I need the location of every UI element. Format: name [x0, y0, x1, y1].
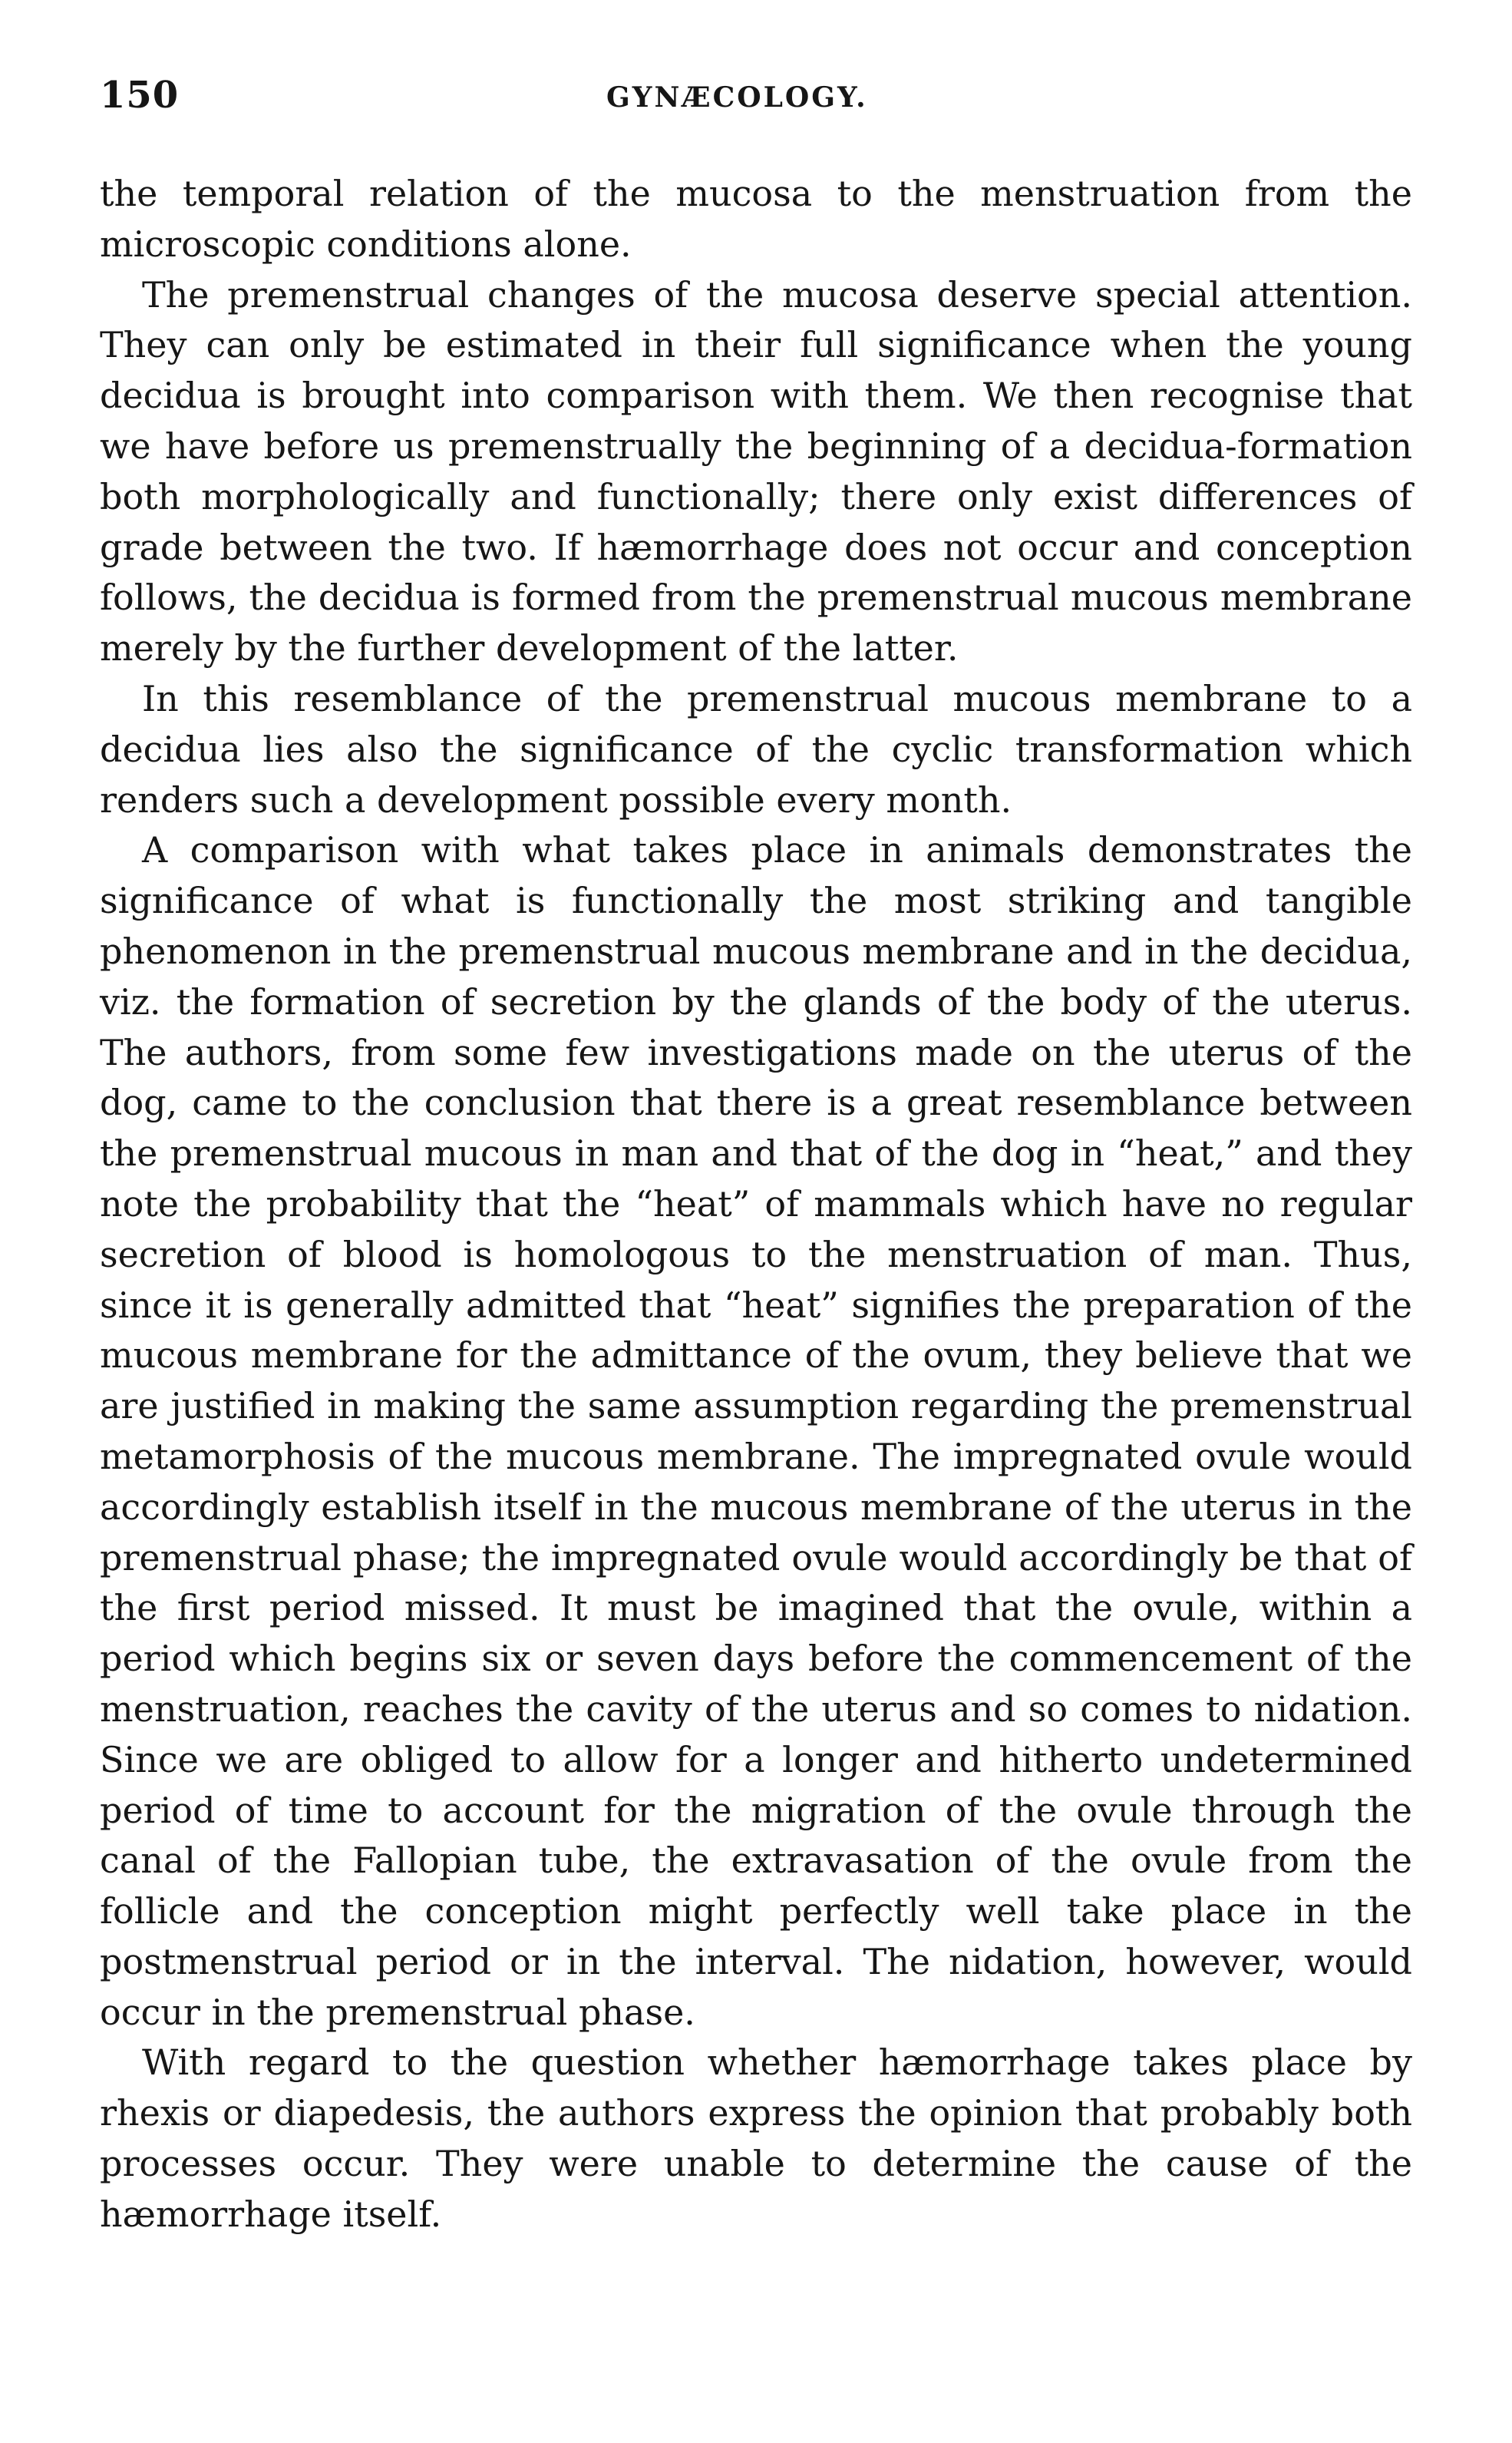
paragraph: In this resemblance of the premenstrual mucous membrane to a decidua lies also the significance of the cyclic transformation which renders such a development possible every month. [100, 677, 1412, 821]
paragraph: The premenstrual changes of the mucosa deserve special attention. They can only be estimated in their full significance when the young decidua is brought into comparison with them. We then recognise that we have before us premenstrually the beginning of a decidua-formation both morphologically and functionally; there only exist differences of grade between the two. If hæmorrhage does not occur and conception follows, the decidua is formed from the premenstrual mucous membrane merely by the further development of the latter. [100, 273, 1412, 669]
running-head [100, 74, 1412, 127]
paragraph: With regard to the question whether hæmorrhage takes place by rhexis or diapedesis, the authors express the opinion that probably both processes occur. They were unable to determine the cause of the hæmorrhage itself. [100, 2041, 1412, 2235]
running-title: GYNÆCOLOGY. [606, 81, 868, 114]
page-number: 150 [100, 74, 180, 117]
paragraph-continued: the temporal relation of the mucosa to the menstruation from the microscopic conditions alone. [100, 173, 1412, 265]
body-text [100, 169, 1412, 2240]
paragraph: A comparison with what takes place in animals demonstrates the significance of what is functionally the most striking and tangible phenomenon in the premenstrual mucous membrane and in the decidua, viz. the formation of secretion by the glands of the body of the uterus. The authors, from some few investigations made on the uterus of the dog, came to the conclusion that there is a great resemblance between the premenstrual mucous in man and that of the dog in “heat,” and they note the probability that the “heat” of mammals which have no regular secretion of blood is homologous to the menstruation of man. Thus, since it is generally admitted that “heat” signifies the preparation of the mucous membrane for the admittance of the ovum, they believe that we are justified in making the same assumption regarding the premenstrual metamorphosis of the mucous membrane. The impregnated ovule would accordingly establish itself in the mucous membrane of the uterus in the premenstrual phase; the impregnated ovule would accordingly be that of the first period missed. It must be imagined that the ovule, within a period which begins six or seven days before the commencement of the menstruation, reaches the cavity of the uterus and so comes to nidation. Since we are obliged to allow for a longer and hitherto undetermined period of time to account for the migration of the ovule through the canal of the Fallopian tube, the extravasation of the ovule from the follicle and the conception might perfectly well take place in the postmenstrual period or in the interval. The nidation, however, would occur in the premenstrual phase. [100, 829, 1412, 2033]
